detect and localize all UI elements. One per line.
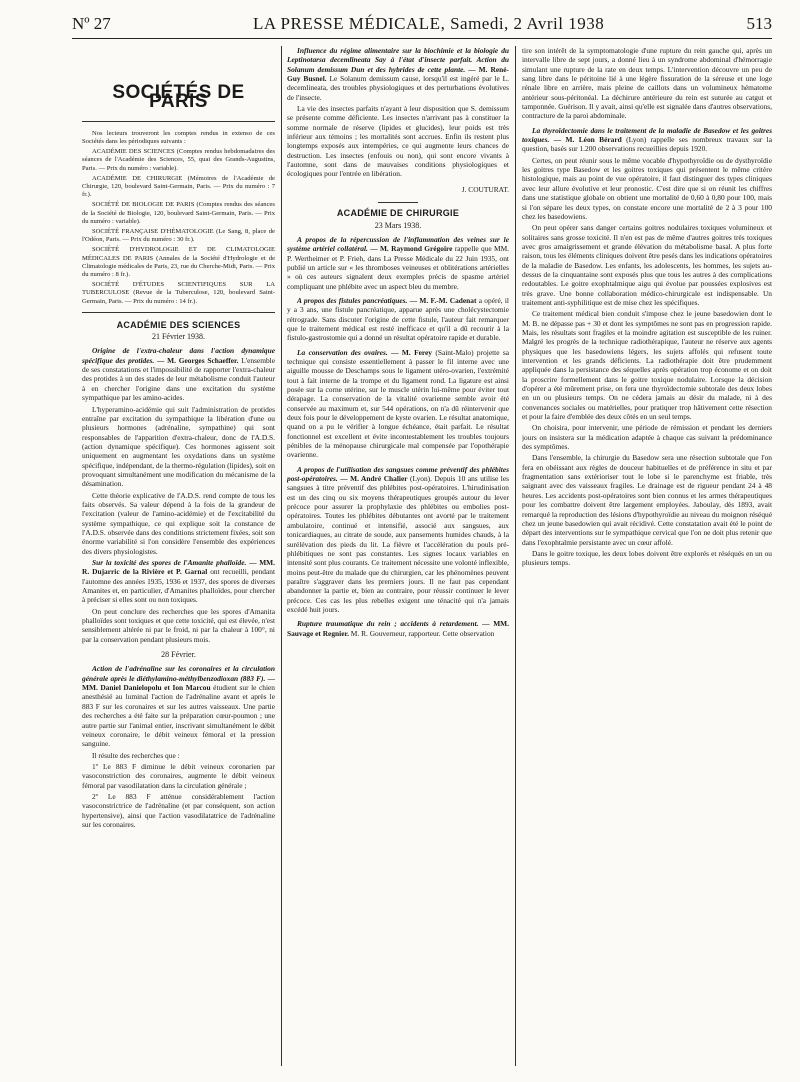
article-author: — MM. Sauvage et Regnier. — [287, 619, 509, 638]
article-title: Origine de l'extra-chaleur dans l'action dynamique spécifique des protides. — [82, 346, 275, 365]
periodical-entry: SOCIÉTÉ D'ÉTUDES SCIENTIFIQUES SUR LA TUBERCULOSE (Revue de la Tuberculose, 120, boulevard Saint-Germain, Paris. — Prix du numéro : 14 fr.). — [82, 281, 275, 305]
article-title: La thyroïdectomie dans le traitement de la maladie de Basedow et les goitres toxiques. — [522, 125, 772, 145]
article-paragraph: On peut conclure des recherches que les spores d'Amanita phalloïdes sont toxiques et que cette toxicité, qui est élevée, n'est sensiblement altérée ni par le froid, ni par la chaleur à 100°, ni par la conservation pendant plusieurs mois. — [82, 606, 275, 644]
article-title: A propos de la répercussion de l'inflammation des veines sur le système artériel collatéral. — [287, 234, 509, 254]
article-title: A propos des fistules pancréatiques. — [297, 295, 408, 305]
section-heading: ACADÉMIE DE CHIRURGIE — [336, 208, 460, 219]
article-title: La conservation des ovaires. — [297, 347, 388, 357]
article-author: — M. Raymond Grégoire — [370, 244, 453, 254]
article-title: Action de l'adrénaline sur les coronaires et la circulation générale après le diéthylamino-méthylbenzodioxan (883 F). — [82, 664, 275, 683]
article-paragraph: Certes, on peut réunir sous le même vocable d'hypothyroïdie ou de dysthyroïdie les goitres type Basedow et les goitres toxiques qui présentent le même critère histologique, mais au point de vue opératoire, il faut distinguer des types cliniques avec leur allure évolutive et leur pronostic. C'est dire que si on réunit les chiffres dans une statistique globale on obtient une mortalité de 0,60 à 0,80 pour 100, mais si l'on sépare les deux types, on constate encore une mortalité de 2 à 3 pour 100 chez les basedowiens. — [522, 155, 772, 221]
article-text: a opéré, il y a 3 ans, une fistule pancréatique, apparue après une cholécystectomie rétrograde. Sans discuter l'origine de cette fistule, l'auteur fait remarquer que le traitement médical est resté inefficace et qu'il a dû recourir à la fistulo-gastrostomie qui a donné un résultat opératoire rapide et durable. — [287, 295, 509, 343]
article-text: ont recueilli, pendant l'automne des années 1935, 1936 et 1937, des spores de diverses Amanites et, en particulier, d'Amanites phalloïdes, pour chercher à préciser si elles sont ou non toxiques. — [82, 567, 275, 605]
page-number: 513 — [746, 14, 772, 33]
article-paragraph — [287, 619, 509, 638]
separator-rule — [378, 202, 418, 203]
article-author: — M. F.-M. Cadenat — [409, 295, 477, 305]
article-paragraph — [82, 558, 275, 605]
periodical-entry: SOCIÉTÉ DE BIOLOGIE DE PARIS (Comptes rendus des séances de la Société de Biologie, 120, boulevard Saint-Germain, Paris. — Prix du numéro : variable). — [82, 201, 275, 225]
periodical-entry: SOCIÉTÉ FRANÇAISE D'HÉMATOLOGIE (Le Sang, 8, place de l'Odéon, Paris. — Prix du numéro : 30 fr.). — [82, 227, 275, 244]
column-divider — [515, 46, 516, 1066]
list-item: 2º Le 883 F atténue considérablement l'action vasoconstrictrice de l'adrénaline (et par conséquent, son action hypertensive), ainsi que l'action vasodilatatrice de l'adrénaline sur les coronaires. — [82, 791, 275, 829]
column-1 — [82, 46, 275, 1056]
article-author: — M. André Chalier — [340, 474, 408, 484]
journal-title: LA PRESSE MÉDICALE, Samedi, 2 Avril 1938 — [253, 14, 605, 33]
article-paragraph: Dans l'ensemble, la chirurgie du Basedow sera une résection subtotale que l'on fera en obéissant aux règles de douceur habituelles et de préférence in situ et par fragmentation sans extérioriser tout le lobe si le parenchyme est friable, très saignant avec des vaisseaux fragiles. Le drainage est de rigueur pendant 24 à 48 heures. Les accidents post-opératoires sont bien connus et les armes thérapeutiques pour les combattre doivent être largement employées. Jaboulay, dès 1893, avait remarqué la reproduction des lésions d'hypothyroïdie au niveau du moignon réséqué chez un jeune basedowien qui avait récidivé. Cette constatation avait été le point de départ des interventions sur le sympathique cervical que l'on ne doit plus retenir que dans l'exophtalmie persistante avec un cœur affolé. — [522, 453, 772, 547]
article-paragraph: Dans le goitre toxique, les deux lobes doivent être explorés et réséqués en un ou plusieurs temps. — [522, 548, 772, 568]
article-paragraph — [287, 296, 509, 343]
article-text: (Lyon). Depuis 10 ans utilise les sangsues à titre préventif des phlébites post-opératoires. L'hirudinisation est un des cinq ou six moyens thérapeutiques groupés autour du lever précoce pour assurer la prophylaxie des phlébites ou embolies post-opératoires. Toutes les phlébites débutantes ont avorté par le traitement ambulatoire, continué et intensifié, associé aux sangsues, aux tonicardiaques, au citrate de soude, aux pansements humides chauds, à la surélévation des pieds du lit. La fièvre et l'accélération du pouls pré-phlébitiques ne sont pas constantes. Les signes locaux variables en intensité sont plus courants. Ce traitement nécessite une volonté inflexible, moins peut-être du malade que du chirurgien, car les phénomènes peuvent paraître s'aggraver dans les premiers jours. Il ne faut pas cependant abandonner la partie et, bien au contraire, pour réussir continuer le lever précoce. Ces cas les plus rebelles exigent une ténacité qui n'a jamais excédé huit jours. — [287, 474, 509, 614]
article-paragraph — [287, 235, 509, 291]
article-paragraph: La vie des insectes parfaits n'ayant à leur disposition que S. demissum se présente comme déficiente. Les insectes n'arrivant pas à constituer la somme normale de réserve (lipides et glucides), leur poids est très inférieur aux témoins ; les mortalités sont accrues. Enfin ils restent plus longtemps exposés aux intempéries, ce qui augmente leurs chances de destruction. Les insectes (enfouis ou non), qui sont encore vivants à l'automne, sont dans de mauvaises conditions physiologiques et écologiques pour l'entrée en libération. — [287, 104, 509, 179]
article-paragraph: On choisira, pour intervenir, une période de rémission et pendant les derniers jours on insistera sur la médication adaptée à chaque cas suivant la prédominance des symptômes. — [522, 423, 772, 452]
session-date: 23 Mars 1938. — [374, 220, 422, 230]
article-paragraph — [82, 346, 275, 402]
session-date: 21 Février 1938. — [151, 332, 206, 342]
header-rule — [72, 38, 772, 39]
article-paragraph: Il résulte des recherches que : — [92, 750, 180, 760]
article-text: (Lyon) rappelle ses nombreux travaux sur la question, basés sur 1.200 observations recueillies depuis 1920. — [522, 135, 772, 154]
column-divider — [281, 46, 282, 1066]
signature: J. COUTURAT. — [461, 184, 509, 194]
article-paragraph — [287, 46, 509, 102]
article-author: — M. Ferey — [391, 347, 432, 357]
section-rule — [82, 312, 275, 313]
article-text: (Saint-Malo) projette sa technique qui consiste essentiellement à passer le fil interne avec une aiguille mousse de Deschamps sous le ligament utéro-ovarien, l'extrémité tout à fait interne de la trompe et du ligament rond. La ligature est ainsi posée sur la corne utérine, sur le muscle utérin lui-même pour éviter tout dérapage. La conservation de la vitalité ovarienne semble avoir été conservée au maximum et, sur 544 opérations, on n'a dû réintervenir que deux fois pour le développement de kyste ovarien. Le résultat anatomique, quand on a pu le vérifier à longue échéance, était parfait. Le résultat fonctionnel est excellent et évite incontestablement les troubles toujours pénibles de la ménopause chirurgicale mal compensée par l'opothérapie ovarienne. — [287, 347, 509, 460]
article-text: étudient sur le chien anesthésié au luminal l'action de l'adrénaline avant et après le 883 F sur les coronaires et sur les autres vaisseaux. Une partie des recherches a été faite sur la préparation cœur-poumon ; une autre partie sur l'animal entier, inscrivant simultanément le débit veineux coronaire, le débit veineux fémoral et la pression sanguine. — [82, 683, 275, 749]
article-paragraph: Cette théorie explicative de l'A.D.S. rend compte de tous les faits observés. Sa valeur dépend à la fois de la grandeur de l'excitation (valeur de l'amino-acidémie) et de l'excitabilité du système sympathique, ce qui explique soit la constance de l'A.D.S. observée dans des conditions strictement fixées, soit son énorme variabilité si l'on considère l'ensemble des expériences des divers physiologistes. — [82, 490, 275, 556]
column-3 — [522, 46, 772, 1066]
article-title: Influence du régime alimentaire sur la biochimie et la biologie du Leptinotarsa decemlineata Say à l'état d'insecte parfait. Action du Solanum demissum Dun et des hybrides de cette plante. — [287, 46, 509, 74]
article-paragraph: L'hyperamino-acidémie qui suit l'administration de protides entraîne par excitation du sympathique la libération d'une ou plusieurs hormones (adrénaline, sympathine) qui sont responsables de l'apparition d'extra-chaleur, donc de l'A.D.S. (action dynamique spécifique). Ces hormones agissent soit uniquement en augmentant les oxydations dans un système spécifique, indépendant, de la thermo-régulation (lipides), soit en provoquant simultanément une modification du mécanisme de la désamination. — [82, 404, 275, 489]
article-paragraph: Ce traitement médical bien conduit s'impose chez le jeune basedowien dont le M. B. ne dépasse pas + 30 et dont les symptômes ne sont pas en progression rapide. Mais, les résultats sont fragiles et la moindre agitation est susceptible de les ruiner. Malgré les progrès de la technique radiothérapique, l'auteur ne réserve aux agents physiques que les basedowiens légers, les sujets affolés qui refusent toute intervention et les grands déficients. La radiothérapie doit être prudemment appliquée dans la persistance des séquelles après opération trop économe et on doit la proscrire formellement dans le goitre toxique nodulaire. Lorsque la décision d'opérer a été mûrement prise, on fera une thyroïdectomie subtotale des deux lobes en un ou plusieurs temps. On ne cédera jamais au désir du malade, ni à des convenances sociales ou matérielles, pour pratiquer trop hâtivement cette résection et pour la faire d'emblée des deux côtés en un seul temps. — [522, 309, 772, 422]
article-author: — MM. R. Dujarric de la Rivière et P. Garnal — [82, 558, 275, 577]
list-item: 1º Le 883 F diminue le débit veineux coronarien par vasoconstriction des coronaires, augmente le débit veineux fémoral par vasodilatation dans la circulation générale ; — [82, 761, 275, 790]
article-text: L'ensemble de ses constatations et l'impossibilité de rapporter l'extra-chaleur des protides à un des stades de leur métabolisme conduit l'auteur à en chercher l'origine dans une excitation du système sympathique par les amino-acides. — [82, 355, 275, 403]
session-date: 28 Février. — [161, 650, 196, 660]
article-title: Rupture traumatique du rein ; accidents à retardement. — [297, 619, 479, 629]
intro-text: Nos lecteurs trouveront les comptes rendus in extenso de ces Sociétés dans les périodiques suivants : — [82, 129, 275, 145]
article-author: — M. Georges Schaeffer. — [157, 355, 239, 365]
article-paragraph — [287, 348, 509, 460]
rubric-title: SOCIÉTÉS DE PARIS — [112, 82, 245, 113]
article-author: — MM. Daniel Danielopolu et Ion Marcou — [82, 673, 275, 693]
section-heading: ACADÉMIE DES SCIENCES — [116, 319, 241, 330]
periodical-entry: ACADÉMIE DES SCIENCES (Comptes rendus hebdomadaires des séances de l'Académie des Sciences, 55, quai des Grands-Augustins, Paris. — Prix du numéro : variable). — [82, 148, 275, 172]
article-paragraph — [287, 465, 509, 615]
title-rule — [82, 121, 275, 122]
article-text: Le Solanum demissum cause, lorsqu'il est ingéré par le L. decemlineata, des troubles physiologiques et des perturbations évolutives de l'insecte. — [287, 74, 509, 102]
running-header — [72, 14, 772, 36]
article-text: rappelle que MM. P. Wertheimer et P. Frieh, dans La Presse Médicale du 22 Juin 1935, ont publié un article sur « les thromboses veineuses et oblitérations artérielles » où ces auteurs signalent deux exemples précis de spasme artériel compliquant une phlébite avec un aspect bleu du membre. — [287, 244, 509, 291]
article-author: — M. René-Guy Busnel. — [287, 64, 509, 84]
article-paragraph — [522, 126, 772, 154]
periodical-entry: SOCIÉTÉ D'HYDROLOGIE ET DE CLIMATOLOGIE MÉDICALES DE PARIS (Annales de la Société d'Hydrologie et de Climatologie médicales de Paris, 23, rue du Cherche-Midi, Paris. — Prix du numéro : 8 fr.). — [82, 246, 275, 278]
article-paragraph: On peut opérer sans danger certains goitres nodulaires toxiques volumineux et solitaires sans grosse toxicité. Il n'en est pas de même d'autres goitres très toxiques avec gros amaigrissement et grande élévation du métabolisme basal. A plus forte raison, tous les éléments cliniques doivent être pesés dans les indications opératoires de la maladie de Basedow. Les enfants, les adolescents, les hommes, les sujets au-dessus de la cinquantaine sont exposés plus que tous les autres à des complications redoutables. Le goitre exophtalmique aigu qui évolue par poussées explosives est très grave. Une bonne collaboration médico-chirurgicale est indispensable. Un traitement anti-syphilitique est de mise chez les spécifiques. — [522, 223, 772, 307]
periodical-entry: ACADÉMIE DE CHIRURGIE (Mémoires de l'Académie de Chirurgie, 120, boulevard Saint-Germain, Paris. — Prix du numéro : 7 fr.). — [82, 174, 275, 199]
article-title: A propos de l'utilisation des sangsues comme préventif des phlébites post-opératoires. — [287, 464, 509, 484]
article-paragraph: tire son intérêt de la symptomatologie d'une rupture du rein gauche qui, après un intervalle libre de sept jours, a donné lieu à un syndrome abdominal d'hémorragie simulant une rupture de la rate en deux temps. L'intervention découvre un peu de sang libre dans le péritoine lié à une légère fissuration de la séreuse et une loge rénale libre en arrière, mais pleine de caillots dans un volumineux hématome antérieur sous-péritonéal. La déchirure antérieure du rein est suturée au catgut et tamponnée. Guérison. Il y avait, ainsi qu'elle est signalée dans d'autres observations, contracture de la paroi abdominale. — [522, 46, 772, 121]
issue-number: Nº 27 — [72, 14, 111, 33]
column-2 — [287, 46, 509, 1066]
article-title: Sur la toxicité des spores de l'Amanite phalloïde. — [92, 558, 247, 567]
article-author: — M. Léon Bérard — [553, 135, 622, 145]
article-paragraph — [82, 664, 275, 748]
article-text: M. R. Gouverneur, rapporteur. Cette observation — [350, 628, 495, 638]
